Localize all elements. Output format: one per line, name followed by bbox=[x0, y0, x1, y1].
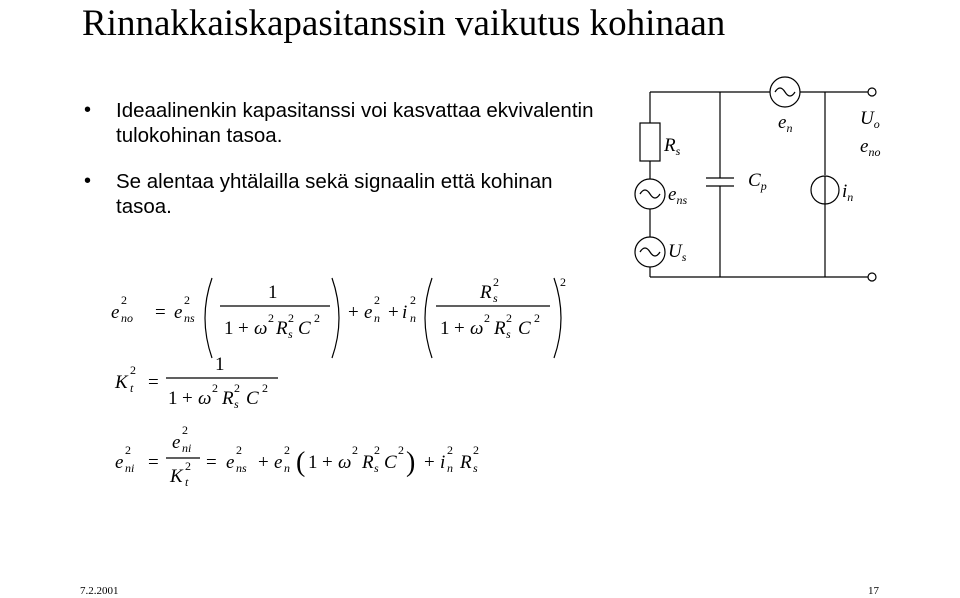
svg-text:K: K bbox=[170, 466, 183, 487]
svg-text:1: 1 bbox=[440, 318, 450, 339]
svg-text:+: + bbox=[454, 318, 465, 339]
svg-text:2: 2 bbox=[374, 443, 380, 457]
svg-text:ns: ns bbox=[236, 461, 247, 475]
svg-text:=: = bbox=[148, 452, 159, 473]
svg-text:1: 1 bbox=[308, 452, 318, 473]
svg-text:2: 2 bbox=[268, 311, 274, 325]
svg-text:R: R bbox=[480, 282, 492, 303]
svg-text:2: 2 bbox=[125, 443, 131, 457]
svg-text:n: n bbox=[284, 461, 290, 475]
svg-text:2: 2 bbox=[493, 275, 499, 289]
svg-text:2: 2 bbox=[534, 311, 540, 325]
svg-text:2: 2 bbox=[484, 311, 490, 325]
svg-text:2: 2 bbox=[506, 311, 512, 325]
svg-text:C: C bbox=[298, 318, 311, 339]
svg-text:ni: ni bbox=[125, 461, 135, 475]
svg-text:i: i bbox=[440, 452, 446, 473]
svg-text:ω: ω bbox=[198, 388, 212, 409]
svg-text:s: s bbox=[234, 397, 239, 411]
bullet-text: Se alentaa yhtälailla sekä signaalin että kohinan tasoa. bbox=[116, 170, 553, 218]
svg-text:e: e bbox=[226, 452, 235, 473]
svg-text:e: e bbox=[274, 452, 283, 473]
label-cp: $C_p$ bbox=[748, 170, 767, 193]
svg-text:2: 2 bbox=[212, 381, 218, 395]
svg-text:R: R bbox=[276, 318, 288, 339]
svg-text:+: + bbox=[182, 388, 193, 409]
svg-text:2: 2 bbox=[185, 459, 191, 473]
svg-text:+: + bbox=[424, 452, 435, 473]
label-en: $e_n$ bbox=[778, 112, 793, 135]
svg-text:s: s bbox=[493, 291, 498, 305]
svg-text:2: 2 bbox=[130, 363, 136, 377]
bullet-dot-icon: • bbox=[84, 170, 92, 192]
label-rs: $R_s$ bbox=[664, 135, 681, 158]
svg-text:ni: ni bbox=[182, 441, 192, 455]
svg-text:+: + bbox=[348, 302, 359, 323]
svg-text:2: 2 bbox=[236, 443, 242, 457]
footer-page-number: 17 bbox=[868, 585, 879, 597]
svg-text:s: s bbox=[473, 461, 478, 475]
bullet-dot-icon: • bbox=[84, 99, 92, 121]
equation-kt bbox=[114, 354, 278, 411]
footer-date: 7.2.2001 bbox=[80, 585, 119, 597]
slide-title: Rinnakkaiskapasitanssin vaikutus kohinaan bbox=[82, 3, 726, 44]
label-us: $U_s$ bbox=[668, 241, 687, 264]
svg-text:1: 1 bbox=[168, 388, 178, 409]
label-in: $i_n$ bbox=[842, 181, 854, 204]
svg-text:R: R bbox=[460, 452, 472, 473]
svg-text:R: R bbox=[362, 452, 374, 473]
svg-text:C: C bbox=[518, 318, 531, 339]
equation-eno bbox=[111, 275, 566, 358]
svg-text:2: 2 bbox=[447, 443, 453, 457]
svg-text:2: 2 bbox=[262, 381, 268, 395]
svg-text:n: n bbox=[410, 311, 416, 325]
svg-text:1: 1 bbox=[268, 282, 278, 303]
svg-text:ω: ω bbox=[338, 452, 352, 473]
svg-text:e: e bbox=[172, 432, 181, 453]
svg-text:K: K bbox=[115, 372, 128, 393]
bullet-text: Ideaalinenkin kapasitanssi voi kasvattaa ekvivalentin tulokohinan tasoa. bbox=[116, 99, 594, 147]
label-ens: $e_{ns}$ bbox=[668, 184, 688, 207]
svg-text:i: i bbox=[402, 302, 408, 323]
svg-text:2: 2 bbox=[234, 381, 240, 395]
svg-text:1: 1 bbox=[224, 318, 234, 339]
svg-text:1: 1 bbox=[215, 354, 225, 375]
svg-text:2: 2 bbox=[184, 293, 190, 307]
svg-text:C: C bbox=[384, 452, 397, 473]
svg-text:2: 2 bbox=[284, 443, 290, 457]
svg-text:+: + bbox=[258, 452, 269, 473]
svg-text:n: n bbox=[447, 461, 453, 475]
label-uo: $U_o$ bbox=[860, 108, 880, 131]
svg-text:ω: ω bbox=[470, 318, 484, 339]
svg-text:2: 2 bbox=[560, 275, 566, 289]
svg-text:n: n bbox=[374, 311, 380, 325]
svg-text:): ) bbox=[406, 447, 416, 478]
svg-text:+: + bbox=[238, 318, 249, 339]
svg-text:s: s bbox=[288, 327, 293, 341]
svg-text:+: + bbox=[388, 302, 399, 323]
svg-text:e: e bbox=[174, 302, 183, 323]
svg-text:2: 2 bbox=[398, 443, 404, 457]
svg-text:2: 2 bbox=[288, 311, 294, 325]
equation-eni bbox=[115, 423, 479, 489]
svg-text:2: 2 bbox=[473, 443, 479, 457]
svg-text:2: 2 bbox=[352, 443, 358, 457]
svg-text:e: e bbox=[364, 302, 373, 323]
svg-text:2: 2 bbox=[374, 293, 380, 307]
svg-text:=: = bbox=[206, 452, 217, 473]
svg-text:ω: ω bbox=[254, 318, 268, 339]
svg-text:=: = bbox=[155, 302, 166, 323]
svg-text:2: 2 bbox=[314, 311, 320, 325]
svg-text:C: C bbox=[246, 388, 259, 409]
svg-text:2: 2 bbox=[410, 293, 416, 307]
svg-text:s: s bbox=[374, 461, 379, 475]
svg-text:s: s bbox=[506, 327, 511, 341]
svg-text:t: t bbox=[185, 475, 189, 489]
svg-text:2: 2 bbox=[182, 423, 188, 437]
svg-text:t: t bbox=[130, 381, 134, 395]
svg-text:2: 2 bbox=[121, 293, 127, 307]
label-eno: $e_{no}$ bbox=[860, 136, 881, 159]
svg-text:=: = bbox=[148, 372, 159, 393]
svg-text:e: e bbox=[111, 302, 120, 323]
svg-text:R: R bbox=[494, 318, 506, 339]
svg-text:R: R bbox=[222, 388, 234, 409]
svg-text:ns: ns bbox=[184, 311, 195, 325]
svg-text:+: + bbox=[322, 452, 333, 473]
svg-text:(: ( bbox=[296, 447, 306, 478]
svg-text:e: e bbox=[115, 452, 124, 473]
svg-text:no: no bbox=[121, 311, 133, 325]
